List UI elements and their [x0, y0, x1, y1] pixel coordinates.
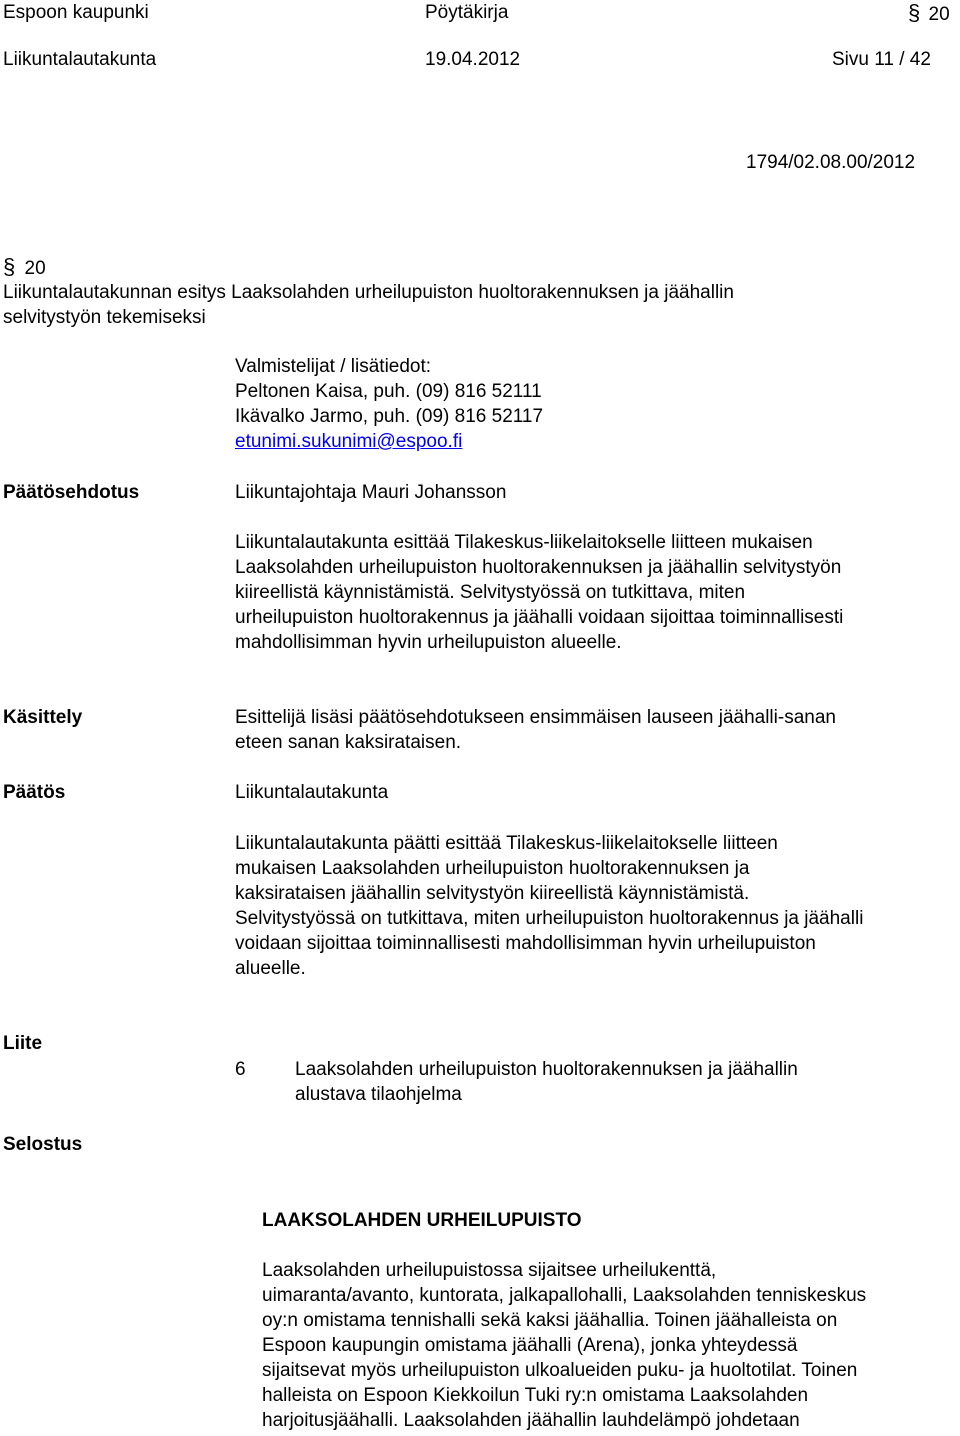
- handling-text: [235, 705, 836, 755]
- explanation-text-line: oy:n omistama tennishalli sekä kaksi jäähallia. Toinen jäähalleista on: [262, 1310, 838, 1331]
- decision-text-line: mukaisen Laaksolahden urheilupuiston huoltorakennuksen ja: [235, 858, 750, 879]
- decision-text-line: Selvitystyössä on tutkittava, miten urheilupuiston huoltorakennus ja jäähalli: [235, 908, 864, 929]
- explanation-text-line: Espoon kaupungin omistama jäähalli (Arena), jonka yhteydessä: [262, 1335, 798, 1356]
- decision-text-line: voidaan sijoittaa toiminnallisesti mahdollisimman hyvin urheilupuiston: [235, 933, 816, 954]
- attachment-title: [295, 1057, 798, 1107]
- decision-label: Päätös: [3, 782, 66, 803]
- explanation-heading: LAAKSOLAHDEN URHEILUPUISTO: [262, 1210, 582, 1231]
- header-doc-type: Pöytäkirja: [425, 2, 509, 23]
- explanation-text-line: sijaitsevat myös urheilupuiston ulkoalueiden puku- ja huoltotilat. Toinen: [262, 1360, 858, 1381]
- attachment-title-line: alustava tilaohjelma: [295, 1084, 462, 1105]
- decision-body: Liikuntalautakunta: [235, 782, 389, 803]
- proposal-proposer: Liikuntajohtaja Mauri Johansson: [235, 482, 507, 503]
- decision-text: [235, 831, 863, 981]
- preparers-email-link[interactable]: etunimi.sukunimi@espoo.fi: [235, 431, 463, 452]
- item-title-line: selvitystyön tekemiseksi: [3, 307, 206, 328]
- explanation-label: Selostus: [3, 1134, 83, 1155]
- proposal-label: Päätösehdotus: [3, 482, 140, 503]
- handling-text-line: Esittelijä lisäsi päätösehdotukseen ensimmäisen lauseen jäähalli-sanan: [235, 707, 836, 728]
- proposal-text: [235, 530, 843, 655]
- preparer-line: Ikävalko Jarmo, puh. (09) 816 52117: [235, 406, 544, 427]
- explanation-text-line: Laaksolahden urheilupuistossa sijaitsee urheilukenttä,: [262, 1260, 717, 1281]
- header-page: Sivu 11 / 42: [832, 49, 931, 70]
- proposal-text-line: Laaksolahden urheilupuiston huoltorakennuksen ja jäähallin selvitystyön: [235, 557, 842, 578]
- diary-number: 1794/02.08.00/2012: [746, 152, 916, 173]
- proposal-text-line: mahdollisimman hyvin urheilupuiston alueelle.: [235, 632, 622, 653]
- item-title: [3, 280, 734, 330]
- attachment-title-line: Laaksolahden urheilupuiston huoltorakennuksen ja jäähallin: [295, 1059, 798, 1080]
- item-number-value: 20: [24, 258, 46, 279]
- explanation-text-line: harjoitusjäähalli. Laaksolahden jäähallin lauhdelämpö johdetaan: [262, 1410, 800, 1431]
- attachment-label: Liite: [3, 1033, 43, 1054]
- header-section-number: [908, 0, 950, 27]
- decision-text-line: alueelle.: [235, 958, 306, 979]
- explanation-text-line: uimaranta/avanto, kuntorata, jalkapallohalli, Laaksolahden tenniskeskus: [262, 1285, 867, 1306]
- item-section-sign: §: [3, 254, 16, 279]
- explanation-text-line: halleista on Espoon Kiekkoilun Tuki ry:n omistama Laaksolahden: [262, 1385, 809, 1406]
- attachment-number: 6: [235, 1059, 246, 1080]
- proposal-text-line: Liikuntalautakunta esittää Tilakeskus-liikelaitokselle liitteen mukaisen: [235, 532, 813, 553]
- header-date: 19.04.2012: [425, 49, 521, 70]
- header-section-sign: §: [908, 0, 921, 25]
- preparers-block: [235, 354, 543, 454]
- handling-label: Käsittely: [3, 707, 83, 728]
- handling-text-line: eteen sanan kaksirataisen.: [235, 732, 462, 753]
- header-org: Espoon kaupunki: [3, 2, 149, 23]
- item-title-line: Liikuntalautakunnan esitys Laaksolahden urheilupuiston huoltorakennuksen ja jäähallin: [3, 282, 734, 303]
- proposal-text-line: urheilupuiston huoltorakennus ja jäähalli voidaan sijoittaa toiminnallisesti: [235, 607, 844, 628]
- item-number: [3, 254, 46, 281]
- decision-text-line: kaksirataisen jäähallin selvitystyön kiireellistä käynnistämistä.: [235, 883, 750, 904]
- explanation-text: [262, 1258, 866, 1433]
- decision-text-line: Liikuntalautakunta päätti esittää Tilakeskus-liikelaitokselle liitteen: [235, 833, 778, 854]
- header-section-no: 20: [928, 4, 950, 25]
- preparer-line: Peltonen Kaisa, puh. (09) 816 52111: [235, 381, 542, 402]
- preparers-label: Valmistelijat / lisätiedot:: [235, 356, 432, 377]
- header-board: Liikuntalautakunta: [3, 49, 157, 70]
- proposal-text-line: kiireellistä käynnistämistä. Selvitystyössä on tutkittava, miten: [235, 582, 746, 603]
